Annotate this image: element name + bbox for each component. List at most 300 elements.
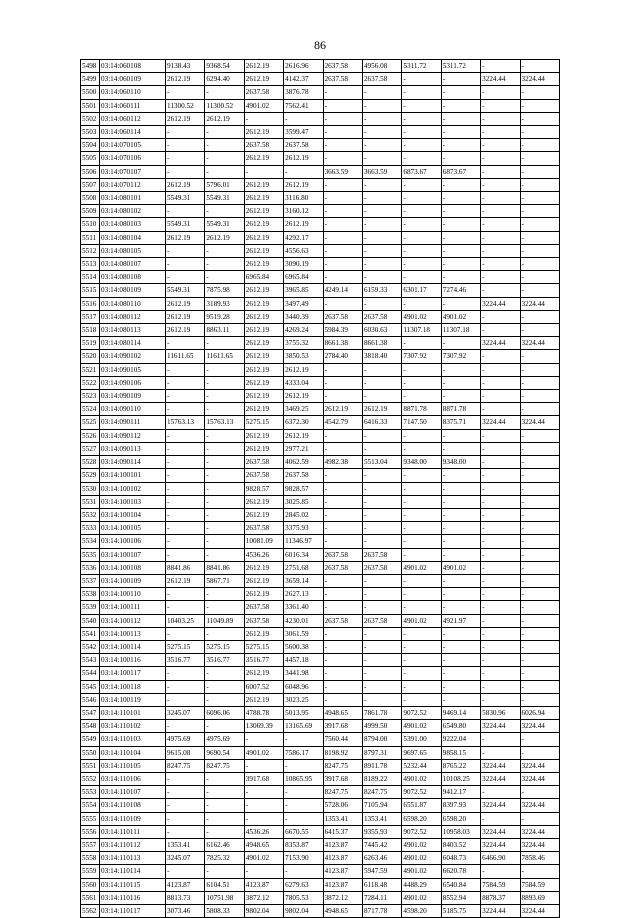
table-cell: -	[284, 865, 323, 878]
table-cell: -	[166, 139, 205, 152]
table-cell: 03:14:110107	[100, 786, 166, 799]
table-cell: 3663.59	[362, 165, 401, 178]
table-cell: 2612.19	[244, 561, 283, 574]
table-cell: 03:14:100101	[100, 469, 166, 482]
table-cell: 03:14:110101	[100, 706, 166, 719]
table-cell: 3917.68	[323, 720, 362, 733]
table-cell: 4901.02	[402, 720, 441, 733]
table-cell: -	[481, 495, 520, 508]
table-cell: -	[323, 574, 362, 587]
table-cell: 5527	[81, 442, 100, 455]
table-cell: 4488.29	[402, 878, 441, 891]
table-row	[81, 706, 560, 719]
table-cell: 4901.02	[402, 772, 441, 785]
table-cell: -	[441, 152, 480, 165]
table-cell: 5504	[81, 139, 100, 152]
table-cell: 4948.65	[323, 905, 362, 918]
table-cell: 8198.92	[323, 746, 362, 759]
table-cell: 03:14:100108	[100, 561, 166, 574]
table-cell: -	[481, 482, 520, 495]
table-cell: 2612.19	[166, 574, 205, 587]
table-row	[81, 139, 560, 152]
table-cell: 6598.20	[402, 812, 441, 825]
table-cell: 7274.46	[441, 284, 480, 297]
table-cell: -	[520, 60, 559, 73]
table-cell: 03:14:070105	[100, 139, 166, 152]
table-cell: 03:14:100112	[100, 614, 166, 627]
table-cell: 5867.71	[205, 574, 244, 587]
table-cell: -	[244, 812, 283, 825]
table-cell: 2637.58	[362, 73, 401, 86]
table-cell: 5559	[81, 865, 100, 878]
table-cell: 4788.78	[244, 706, 283, 719]
table-cell: 2751.68	[284, 561, 323, 574]
table-cell: -	[441, 99, 480, 112]
table-cell: -	[402, 218, 441, 231]
table-cell: 5947.59	[362, 865, 401, 878]
table-cell: 3160.12	[284, 205, 323, 218]
table-cell: -	[441, 548, 480, 561]
table-cell: -	[520, 429, 559, 442]
table-cell: 2612.19	[244, 152, 283, 165]
table-cell: 5537	[81, 574, 100, 587]
table-cell: 3375.93	[284, 522, 323, 535]
table-row	[81, 482, 560, 495]
table-row	[81, 390, 560, 403]
table-cell: -	[520, 627, 559, 640]
table-cell: -	[166, 799, 205, 812]
table-cell: 2637.58	[323, 73, 362, 86]
table-cell: -	[520, 654, 559, 667]
table-cell: 2612.19	[284, 363, 323, 376]
table-row	[81, 297, 560, 310]
table-row	[81, 772, 560, 785]
table-cell: 3116.80	[284, 192, 323, 205]
table-cell: -	[402, 139, 441, 152]
table-cell: 2612.19	[166, 231, 205, 244]
table-cell: 2637.58	[323, 614, 362, 627]
table-cell: -	[205, 403, 244, 416]
table-cell: 2637.58	[323, 310, 362, 323]
table-cell: 4123.87	[323, 852, 362, 865]
table-row	[81, 535, 560, 548]
table-cell: 8661.38	[323, 337, 362, 350]
table-cell: 6294.40	[205, 73, 244, 86]
table-cell: 5523	[81, 390, 100, 403]
table-cell: -	[205, 205, 244, 218]
table-cell: 03:14:110106	[100, 772, 166, 785]
table-row	[81, 165, 560, 178]
table-cell: 2612.19	[244, 192, 283, 205]
table-cell: 2637.58	[362, 310, 401, 323]
table-cell: -	[205, 469, 244, 482]
table-cell: 3224.44	[520, 73, 559, 86]
table-cell: -	[362, 205, 401, 218]
table-cell: 8813.73	[166, 891, 205, 904]
table-cell: 3224.44	[520, 297, 559, 310]
table-row	[81, 192, 560, 205]
table-cell: 5505	[81, 152, 100, 165]
table-cell: -	[323, 667, 362, 680]
table-row	[81, 310, 560, 323]
table-cell: -	[441, 337, 480, 350]
table-cell: -	[402, 693, 441, 706]
table-cell: 5275.15	[205, 640, 244, 653]
table-cell: 4901.02	[402, 838, 441, 851]
table-cell: 6030.63	[362, 324, 401, 337]
table-cell: 03:14:070106	[100, 152, 166, 165]
table-cell: -	[166, 337, 205, 350]
table-row	[81, 746, 560, 759]
table-row	[81, 733, 560, 746]
table-cell: 5510	[81, 218, 100, 231]
table-cell: -	[362, 588, 401, 601]
table-cell: -	[323, 469, 362, 482]
table-cell: 3441.98	[284, 667, 323, 680]
table-cell: -	[520, 284, 559, 297]
table-cell: -	[166, 786, 205, 799]
table-cell: 2612.19	[166, 310, 205, 323]
table-cell: -	[205, 693, 244, 706]
table-cell: 6416.33	[362, 416, 401, 429]
table-cell: 8797.31	[362, 746, 401, 759]
table-row	[81, 442, 560, 455]
table-cell: -	[205, 720, 244, 733]
table-cell: 8375.71	[441, 416, 480, 429]
table-cell: -	[520, 680, 559, 693]
table-cell: 2612.19	[166, 178, 205, 191]
table-cell: -	[166, 403, 205, 416]
table-cell: 7805.53	[284, 891, 323, 904]
table-cell: -	[166, 865, 205, 878]
table-cell: 4123.87	[244, 878, 283, 891]
table-cell: 6965.84	[244, 271, 283, 284]
table-cell: 03:14:110112	[100, 838, 166, 851]
table-cell: -	[481, 310, 520, 323]
table-cell: -	[362, 363, 401, 376]
table-cell: -	[441, 442, 480, 455]
table-cell: 9519.28	[205, 310, 244, 323]
table-cell: -	[402, 680, 441, 693]
table-cell: -	[481, 112, 520, 125]
table-cell: 6620.78	[441, 865, 480, 878]
table-cell: -	[244, 112, 283, 125]
table-cell: -	[402, 258, 441, 271]
table-cell: 03:14:070112	[100, 178, 166, 191]
table-cell: 03:14:110108	[100, 799, 166, 812]
table-cell: 4536.26	[244, 548, 283, 561]
table-cell: -	[284, 786, 323, 799]
table-cell: -	[520, 112, 559, 125]
table-cell: 2612.19	[205, 231, 244, 244]
table-cell: -	[166, 627, 205, 640]
table-cell: -	[520, 456, 559, 469]
table-cell: 3917.68	[244, 772, 283, 785]
table-cell: 8794.00	[362, 733, 401, 746]
table-cell: 03:14:100103	[100, 495, 166, 508]
table-cell: 5542	[81, 640, 100, 653]
table-cell: -	[323, 601, 362, 614]
table-cell: 5526	[81, 429, 100, 442]
table-cell: 4556.63	[284, 244, 323, 257]
table-cell: -	[323, 192, 362, 205]
table-cell: 2612.19	[244, 297, 283, 310]
table-cell: 4598.20	[402, 905, 441, 918]
table-cell: 5540	[81, 614, 100, 627]
table-cell: 11307.18	[441, 324, 480, 337]
table-cell: 2612.19	[284, 390, 323, 403]
table-cell: -	[166, 152, 205, 165]
table-cell: 5519	[81, 337, 100, 350]
table-row	[81, 654, 560, 667]
table-cell: -	[481, 469, 520, 482]
table-cell: 3224.44	[481, 73, 520, 86]
table-cell: 2845.02	[284, 508, 323, 521]
table-cell: 03:14:090105	[100, 363, 166, 376]
table-cell: -	[205, 680, 244, 693]
table-cell: 3224.44	[520, 905, 559, 918]
table-cell: -	[205, 786, 244, 799]
table-cell: -	[205, 271, 244, 284]
table-cell: 6279.63	[284, 878, 323, 891]
table-cell: -	[362, 654, 401, 667]
table-cell: 3061.59	[284, 627, 323, 640]
table-cell: 5548	[81, 720, 100, 733]
table-cell: 03:14:060112	[100, 112, 166, 125]
table-cell: 10108.25	[441, 772, 480, 785]
table-cell: 03:14:100110	[100, 588, 166, 601]
table-cell: -	[166, 693, 205, 706]
table-cell: 3469.25	[284, 403, 323, 416]
table-cell: -	[481, 284, 520, 297]
table-cell: -	[402, 390, 441, 403]
table-cell: -	[402, 112, 441, 125]
table-cell: 2612.19	[244, 693, 283, 706]
table-cell: -	[402, 522, 441, 535]
table-cell: -	[205, 337, 244, 350]
table-cell: 4901.02	[244, 852, 283, 865]
table-cell: 5512	[81, 244, 100, 257]
table-cell: 5534	[81, 535, 100, 548]
table-row	[81, 640, 560, 653]
table-cell: -	[402, 627, 441, 640]
table-cell: 9412.17	[441, 786, 480, 799]
table-cell: 5529	[81, 469, 100, 482]
table-cell: 9072.52	[402, 706, 441, 719]
table-cell: -	[481, 667, 520, 680]
table-cell: -	[205, 548, 244, 561]
table-cell: 5508	[81, 192, 100, 205]
table-cell: -	[402, 442, 441, 455]
table-cell: 3224.44	[481, 825, 520, 838]
table-cell: -	[402, 73, 441, 86]
table-cell: -	[441, 627, 480, 640]
table-cell: 2612.19	[244, 588, 283, 601]
table-cell: -	[441, 112, 480, 125]
table-cell: 3189.93	[205, 297, 244, 310]
table-cell: 5185.75	[441, 905, 480, 918]
table-cell: -	[205, 152, 244, 165]
table-row	[81, 112, 560, 125]
table-cell: -	[520, 535, 559, 548]
table-cell: 2637.58	[362, 614, 401, 627]
table-cell: 5500	[81, 86, 100, 99]
table-cell: 9802.04	[284, 905, 323, 918]
table-cell: -	[166, 429, 205, 442]
table-cell: 03:14:100116	[100, 654, 166, 667]
table-cell: 4956.08	[362, 60, 401, 73]
table-cell: -	[441, 495, 480, 508]
table-cell: -	[481, 205, 520, 218]
table-cell: -	[205, 508, 244, 521]
table-cell: 5830.96	[481, 706, 520, 719]
table-cell: -	[166, 363, 205, 376]
table-cell: -	[205, 390, 244, 403]
table-row	[81, 522, 560, 535]
table-cell: -	[481, 429, 520, 442]
table-cell: 03:14:110116	[100, 891, 166, 904]
table-cell: 03:14:080109	[100, 284, 166, 297]
table-cell: -	[441, 601, 480, 614]
table-cell: 6873.67	[402, 165, 441, 178]
table-cell: -	[481, 574, 520, 587]
table-cell: -	[284, 812, 323, 825]
table-cell: 03:14:080104	[100, 231, 166, 244]
table-cell: -	[323, 152, 362, 165]
table-cell: -	[166, 680, 205, 693]
table-cell: 6104.51	[205, 878, 244, 891]
table-cell: -	[166, 442, 205, 455]
table-cell: -	[205, 799, 244, 812]
table-cell: 3516.77	[205, 654, 244, 667]
table-cell: 03:14:080105	[100, 244, 166, 257]
table-cell: 8841.86	[205, 561, 244, 574]
table-cell: 2612.19	[166, 297, 205, 310]
table-cell: 10751.98	[205, 891, 244, 904]
table-cell: -	[520, 574, 559, 587]
table-cell: -	[481, 99, 520, 112]
table-cell: -	[205, 258, 244, 271]
table-cell: 5549.31	[166, 218, 205, 231]
table-cell: 2637.58	[323, 548, 362, 561]
table-cell: -	[441, 522, 480, 535]
table-cell: 9615.08	[166, 746, 205, 759]
table-cell: -	[481, 244, 520, 257]
table-cell: 3224.44	[520, 416, 559, 429]
table-cell: -	[362, 508, 401, 521]
table-cell: 11307.18	[402, 324, 441, 337]
table-cell: -	[520, 601, 559, 614]
table-cell: -	[284, 799, 323, 812]
table-cell: 2612.19	[244, 60, 283, 73]
table-cell: 4123.87	[323, 878, 362, 891]
table-cell: -	[481, 390, 520, 403]
table-row	[81, 852, 560, 865]
table-cell: 4901.02	[402, 891, 441, 904]
table-row	[81, 905, 560, 918]
table-row	[81, 152, 560, 165]
table-row	[81, 495, 560, 508]
table-cell: -	[402, 152, 441, 165]
table-cell: 2612.19	[244, 205, 283, 218]
table-cell: -	[441, 390, 480, 403]
table-cell: 10865.95	[284, 772, 323, 785]
table-cell: 5549.31	[166, 284, 205, 297]
table-cell: -	[323, 495, 362, 508]
table-cell: 3516.77	[244, 654, 283, 667]
table-cell: 6048.73	[441, 852, 480, 865]
table-cell: -	[520, 812, 559, 825]
table-row	[81, 878, 560, 891]
table-cell: 8247.75	[166, 759, 205, 772]
table-cell: 2977.21	[284, 442, 323, 455]
table-cell: 6007.52	[244, 680, 283, 693]
table-cell: 15763.13	[166, 416, 205, 429]
table-cell: -	[205, 363, 244, 376]
table-row	[81, 680, 560, 693]
table-cell: 10403.25	[166, 614, 205, 627]
table-cell: 7825.32	[205, 852, 244, 865]
table-cell: -	[244, 786, 283, 799]
table-cell: -	[402, 667, 441, 680]
table-cell: 03:14:110111	[100, 825, 166, 838]
table-cell: 2637.58	[323, 561, 362, 574]
table-cell: 4536.26	[244, 825, 283, 838]
table-cell: -	[520, 258, 559, 271]
table-cell: 4901.02	[244, 746, 283, 759]
table-cell: 5539	[81, 601, 100, 614]
table-cell: -	[362, 271, 401, 284]
table-cell: -	[402, 548, 441, 561]
table-cell: 2784.40	[323, 350, 362, 363]
table-cell: 4921.97	[441, 614, 480, 627]
table-cell: -	[166, 271, 205, 284]
table-cell: -	[520, 403, 559, 416]
table-cell: 8717.78	[362, 905, 401, 918]
table-cell: 9222.04	[441, 733, 480, 746]
table-cell: 3850.53	[284, 350, 323, 363]
table-row	[81, 456, 560, 469]
table-cell: 8247.75	[323, 759, 362, 772]
table-cell: -	[520, 786, 559, 799]
table-cell: 2612.19	[244, 376, 283, 389]
table-cell: 7307.92	[441, 350, 480, 363]
table-cell: -	[441, 205, 480, 218]
table-cell: 3090.19	[284, 258, 323, 271]
table-cell: -	[481, 363, 520, 376]
table-cell: -	[441, 218, 480, 231]
table-cell: 4901.02	[244, 99, 283, 112]
table-cell: -	[323, 126, 362, 139]
table-row	[81, 838, 560, 851]
table-cell: 5808.33	[205, 905, 244, 918]
table-cell: 9072.52	[402, 786, 441, 799]
table-cell: -	[481, 508, 520, 521]
table-cell: 03:14:090112	[100, 429, 166, 442]
table-cell: 8871.78	[441, 403, 480, 416]
table-cell: 3023.25	[284, 693, 323, 706]
table-cell: 2612.19	[244, 178, 283, 191]
table-cell: 5543	[81, 654, 100, 667]
table-cell: 2637.58	[284, 139, 323, 152]
table-cell: -	[520, 99, 559, 112]
table-cell: -	[441, 508, 480, 521]
table-cell: 5530	[81, 482, 100, 495]
table-cell: 03:14:110115	[100, 878, 166, 891]
table-cell: 2612.19	[244, 403, 283, 416]
table-cell: 11611.65	[205, 350, 244, 363]
table-cell: -	[166, 535, 205, 548]
